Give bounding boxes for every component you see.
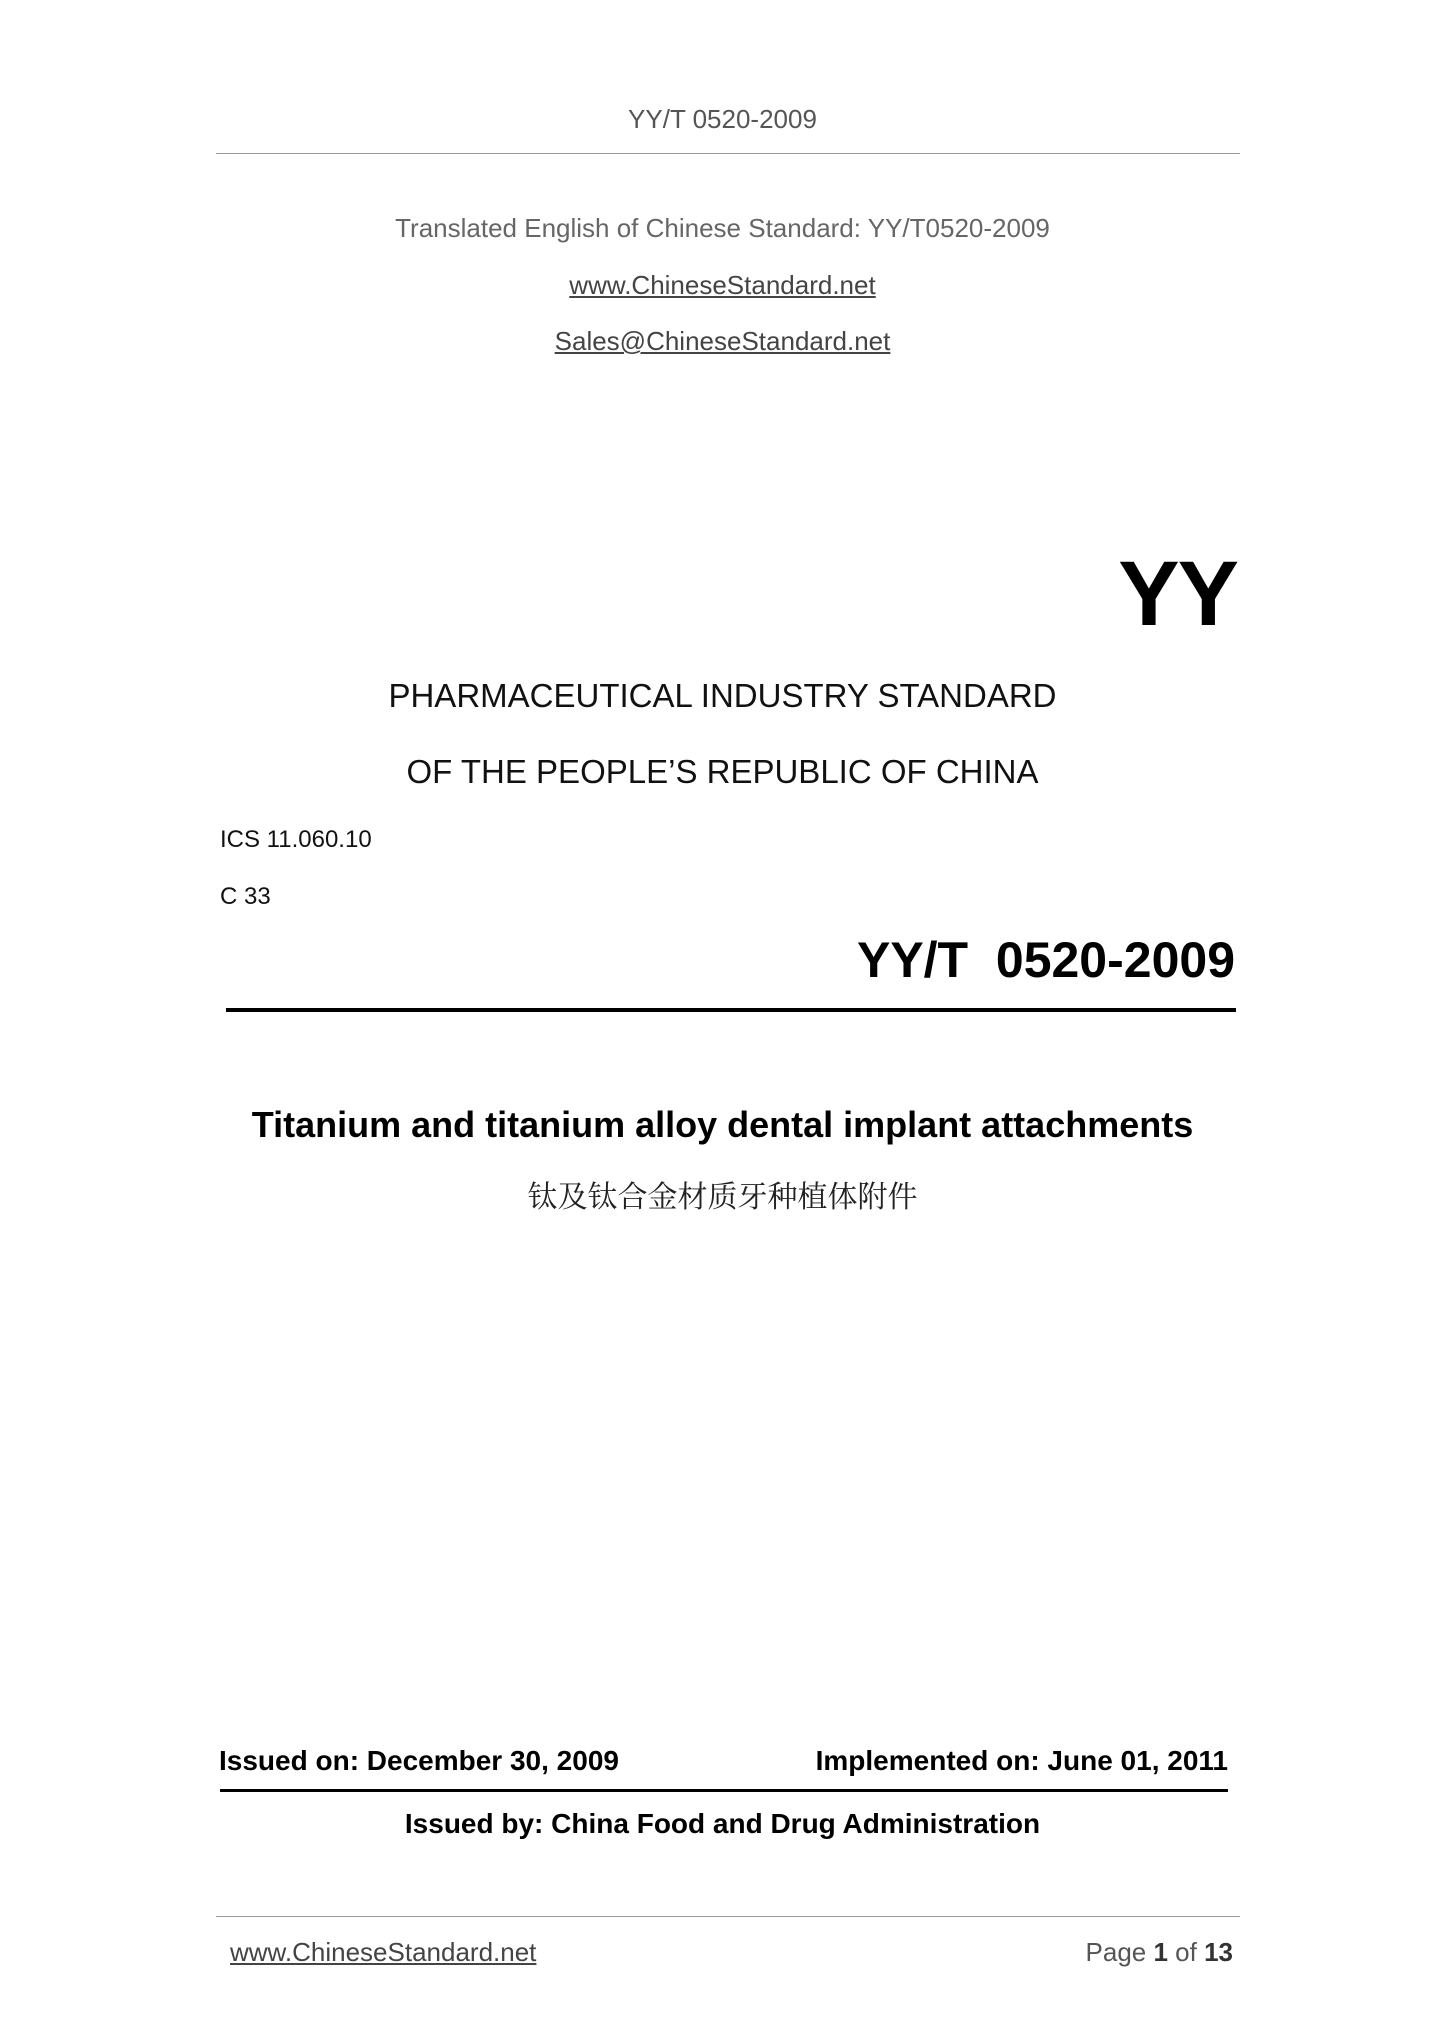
- footer-website-link[interactable]: www.ChineseStandard.net: [230, 1937, 537, 1967]
- title-divider: [226, 1008, 1236, 1012]
- page-indicator: [1086, 1937, 1233, 1968]
- title-english: Titanium and titanium alloy dental implant attachments: [251, 1104, 1194, 1145]
- ccs-code: C 33: [220, 883, 271, 910]
- website-link[interactable]: www.ChineseStandard.net: [569, 270, 876, 300]
- standard-type-line2: OF THE PEOPLE’S REPUBLIC OF CHINA: [406, 753, 1039, 790]
- standard-number: YY/T 0520-2009: [856, 932, 1235, 988]
- yy-logo: YY: [1118, 543, 1237, 645]
- running-header: YY/T 0520-2009: [628, 104, 817, 134]
- page-total: 13: [1204, 1937, 1233, 1967]
- title-chinese: 钛及钛合金材质牙种植体附件: [527, 1180, 918, 1215]
- page-prefix: Page: [1085, 1937, 1154, 1967]
- issued-divider: [220, 1789, 1228, 1792]
- ics-code: ICS 11.060.10: [220, 826, 372, 853]
- email-link-row: [0, 326, 1445, 357]
- standard-type-line1: PHARMACEUTICAL INDUSTRY STANDARD: [388, 677, 1057, 714]
- translated-notice: Translated English of Chinese Standard: YY/T0520-2009: [395, 213, 1050, 243]
- email-link[interactable]: Sales@ChineseStandard.net: [554, 326, 891, 356]
- issued-by: Issued by: China Food and Drug Administration: [404, 1808, 1041, 1839]
- issued-on-date: Issued on: December 30, 2009: [219, 1745, 619, 1776]
- implemented-on-date: Implemented on: June 01, 2011: [815, 1745, 1228, 1776]
- page-of: of: [1167, 1937, 1205, 1967]
- footer-divider: [216, 1916, 1240, 1917]
- page-current: 1: [1153, 1937, 1168, 1967]
- website-link-row: [0, 270, 1445, 301]
- header-divider: [216, 153, 1240, 154]
